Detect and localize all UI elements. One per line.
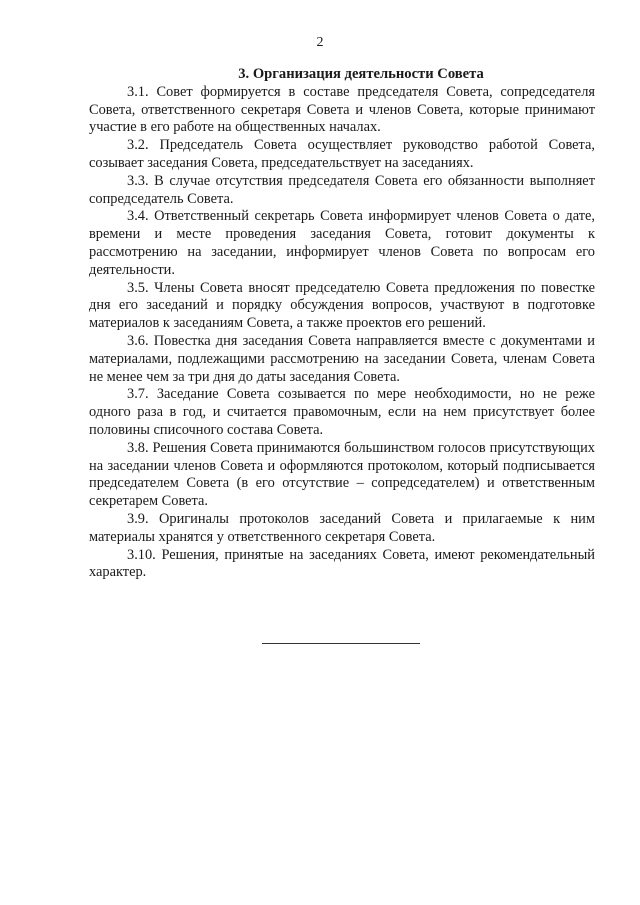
- paragraph-3-4: 3.4. Ответственный секретарь Совета информирует членов Совета о дате, времени и месте проведения заседания Совета, готовит документы к рассмотрению на заседании, информирует членов Совета по вопросам его деятельности.: [89, 208, 595, 278]
- section-title: 3. Организация деятельности Совета: [238, 66, 484, 82]
- paragraph-3-6: 3.6. Повестка дня заседания Совета направляется вместе с документами и материалами, подлежащими рассмотрению на заседании Совета, членам Совета не менее чем за три дня до даты заседания Совета.: [89, 332, 595, 385]
- page-number: 2: [316, 35, 324, 50]
- paragraph-3-9: 3.9. Оригиналы протоколов заседаний Совета и прилагаемые к ним материалы хранятся у ответственного секретаря Совета.: [89, 510, 595, 545]
- document-body: [89, 66, 595, 582]
- paragraph-3-3: 3.3. В случае отсутствия председателя Совета его обязанности выполняет сопредседатель Совета.: [89, 172, 595, 207]
- paragraph-3-5: 3.5. Члены Совета вносят председателю Совета предложения по повестке дня его заседаний и порядку обсуждения вопросов, участвуют в подготовке материалов к заседаниям Совета, а также проектов его решений.: [89, 279, 595, 332]
- paragraph-3-2: 3.2. Председатель Совета осуществляет руководство работой Совета, созывает заседания Совета, председательствует на заседаниях.: [89, 137, 595, 171]
- end-of-document-rule: [262, 643, 420, 644]
- paragraph-3-1: 3.1. Совет формируется в составе председателя Совета, сопредседателя Совета, ответственного секретаря Совета и членов Совета, которые принимают участие в его работе на общественных началах.: [89, 83, 595, 136]
- paragraph-3-10: 3.10. Решения, принятые на заседаниях Совета, имеют рекомендательный характер.: [89, 546, 595, 581]
- paragraph-3-8: 3.8. Решения Совета принимаются большинством голосов присутствующих на заседании членов Совета и оформляются протоколом, который подписывается председателем Совета (в его отсутствие – сопредседателем) и ответственным секретарем Совета.: [89, 439, 595, 510]
- paragraph-3-7: 3.7. Заседание Совета созывается по мере необходимости, но не реже одного раза в год, и считается правомочным, если на нем присутствует более половины списочного состава Совета.: [89, 386, 595, 438]
